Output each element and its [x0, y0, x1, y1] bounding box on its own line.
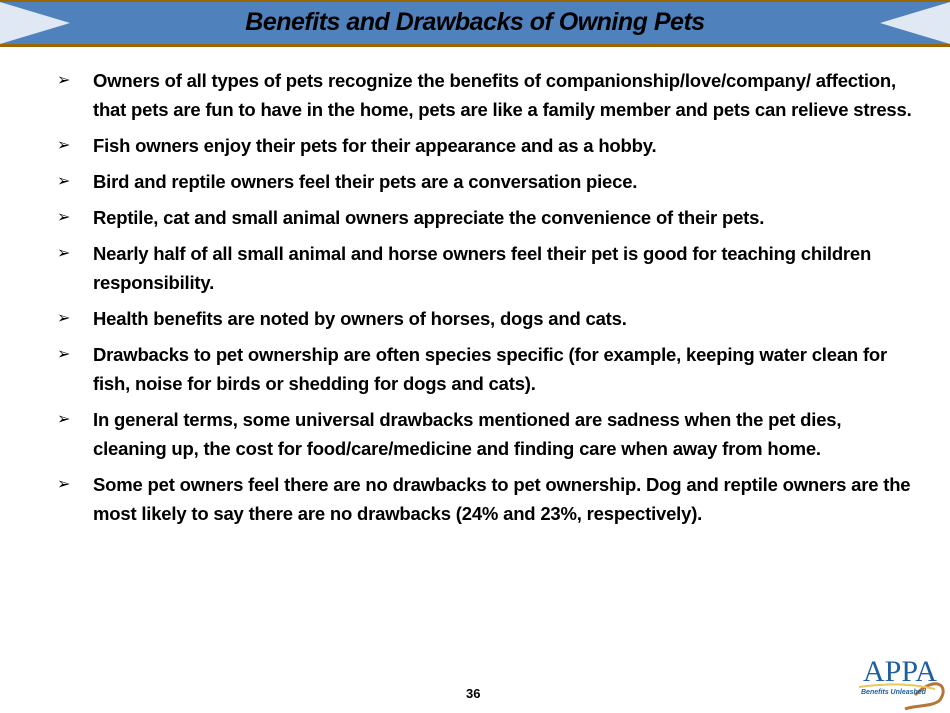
arrow-bullet-icon: ➢: [57, 411, 71, 428]
arrow-bullet-icon: ➢: [57, 173, 71, 190]
list-item: [55, 203, 915, 232]
appa-logo: [855, 655, 947, 711]
arrow-bullet-icon: ➢: [57, 209, 71, 226]
bullet-text: Nearly half of all small animal and horse owners feel their pet is good for teaching children responsibility.: [93, 243, 872, 293]
bullet-text: Owners of all types of pets recognize the benefits of companionship/love/company/ affection, that pets are fun to have in the home, pets are like a family member and pets can relieve stress.: [93, 70, 912, 120]
list-item: [55, 304, 915, 333]
list-item: [55, 131, 915, 160]
list-item: [55, 470, 915, 528]
logo-name: APPA: [863, 655, 937, 688]
title-banner: [0, 0, 950, 47]
page-title: Benefits and Drawbacks of Owning Pets: [245, 8, 705, 36]
bullet-text: In general terms, some universal drawbacks mentioned are sadness when the pet dies, cleaning up, the cost for food/care/medicine and finding care when away from home.: [93, 409, 842, 459]
bullet-text: Some pet owners feel there are no drawbacks to pet ownership. Dog and reptile owners are the most likely to say there are no drawbacks (24% and 23%, respectively).: [93, 474, 911, 524]
page-number: 36: [466, 686, 481, 701]
arrow-bullet-icon: ➢: [57, 310, 71, 327]
list-item: [55, 167, 915, 196]
arrow-bullet-icon: ➢: [57, 476, 71, 493]
bullet-text: Drawbacks to pet ownership are often species specific (for example, keeping water clean for fish, noise for birds or shedding for dogs and cats).: [93, 344, 888, 394]
list-item: [55, 239, 915, 297]
bullet-text: Bird and reptile owners feel their pets are a conversation piece.: [93, 171, 638, 192]
bullet-text: Health benefits are noted by owners of horses, dogs and cats.: [93, 308, 627, 329]
bullet-text: Fish owners enjoy their pets for their appearance and as a hobby.: [93, 135, 657, 156]
list-item: [55, 405, 915, 463]
arrow-bullet-icon: ➢: [57, 72, 71, 89]
logo-tagline: Benefits Unleashed: [861, 689, 926, 696]
bullet-text: Reptile, cat and small animal owners appreciate the convenience of their pets.: [93, 207, 765, 228]
arrow-bullet-icon: ➢: [57, 245, 71, 262]
list-item: [55, 340, 915, 398]
arrow-bullet-icon: ➢: [57, 346, 71, 363]
arrow-bullet-icon: ➢: [57, 137, 71, 154]
bullet-list: [55, 66, 915, 535]
list-item: [55, 66, 915, 124]
